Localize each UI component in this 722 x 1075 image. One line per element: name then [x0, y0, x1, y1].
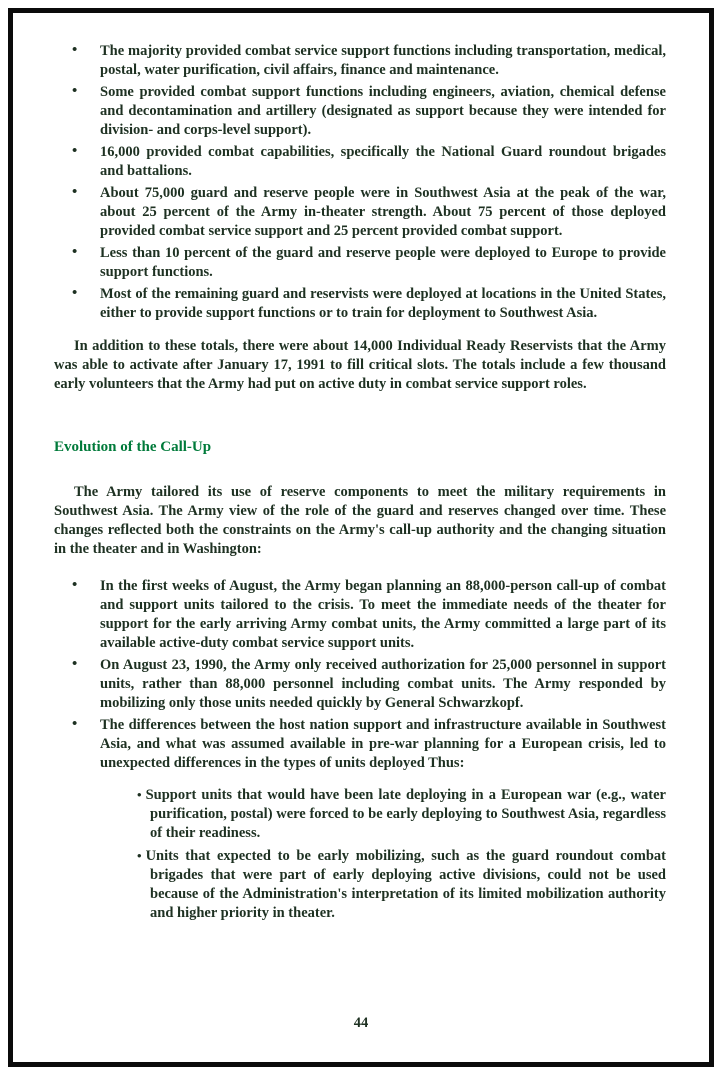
bullet-icon: •	[72, 184, 78, 200]
list-item-text: 16,000 provided combat capabilities, specifically the National Guard roundout brigades and battalions.	[100, 144, 666, 179]
list-item	[54, 83, 666, 140]
bullet-icon: •	[72, 577, 78, 593]
list-item-text: Some provided combat support functions including engineers, aviation, chemical defense and decontamination and artillery (designated as support because they were intended for division- and corps-level support).	[100, 84, 666, 138]
bullet-icon: •	[72, 83, 78, 99]
list-item-text: Units that expected to be early mobilizing, such as the guard roundout combat brigades that were part of early deploying active divisions, could not be used because of the Administration's interpretation of its limited mobilization authority and higher priority in theater.	[145, 848, 666, 921]
paragraph-evolution: The Army tailored its use of reserve components to meet the military requirements in Southwest Asia. The Army view of the role of the guard and reserves changed over time. These changes reflected both the constraints on the Army's call-up authority and the changing situation in the theater and in Washington:	[54, 484, 666, 557]
bullet-icon: •	[72, 42, 78, 58]
list-item-text: Support units that would have been late deploying in a European war (e.g., water purification, postal) were forced to be early deploying to Southwest Asia, regardless of their readiness.	[145, 787, 666, 841]
section-heading: Evolution of the Call-Up	[54, 439, 212, 455]
list-item	[54, 143, 666, 181]
list-item-text: The differences between the host nation support and infrastructure available in Southwest Asia, and what was assumed available in pre-war planning for a European crisis, led to unexpected differences in the types of units deployed Thus:	[100, 717, 666, 771]
bullet-icon: •	[72, 716, 78, 732]
list-item	[54, 577, 666, 653]
list-item	[54, 846, 666, 923]
list-item-text: The majority provided combat service support functions including transportation, medical, postal, water purification, civil affairs, finance and maintenance.	[100, 43, 666, 78]
page-content	[26, 26, 696, 1049]
list-item-text: On August 23, 1990, the Army only received authorization for 25,000 personnel in support units, rather than 88,000 personnel including combat units. The Army responded by mobilizing only those units needed quickly by General Schwarzkopf.	[100, 657, 666, 711]
list-item	[54, 42, 666, 80]
bullet-list-primary	[54, 42, 666, 323]
bullet-icon: •	[137, 848, 142, 863]
list-item	[54, 716, 666, 773]
page-number: 44	[353, 1015, 369, 1031]
list-item-text: About 75,000 guard and reserve people were in Southwest Asia at the peak of the war, about 25 percent of the Army in-theater strength. About 75 percent of those deployed provided combat service support and 25 percent provided combat support.	[100, 185, 666, 239]
list-item	[54, 285, 666, 323]
bullet-icon: •	[72, 244, 78, 260]
bullet-list-evolution	[54, 577, 666, 773]
list-item-text: Less than 10 percent of the guard and reserve people were deployed to Europe to provide support functions.	[100, 245, 666, 280]
bullet-icon: •	[72, 656, 78, 672]
bullet-icon: •	[137, 787, 142, 802]
list-item	[54, 656, 666, 713]
list-item	[54, 244, 666, 282]
list-item-text: In the first weeks of August, the Army began planning an 88,000-person call-up of combat and support units tailored to the crisis. To meet the immediate needs of the theater for support for the early arriving Army combat units, the Army committed a large part of its available active-duty combat service support units.	[100, 578, 666, 651]
bullet-icon: •	[72, 143, 78, 159]
document-page	[8, 8, 714, 1067]
list-item	[54, 785, 666, 843]
list-item	[54, 184, 666, 241]
bullet-icon: •	[72, 285, 78, 301]
bullet-list-sub	[54, 785, 666, 923]
paragraph-totals: In addition to these totals, there were about 14,000 Individual Ready Reservists that the Army was able to activate after January 17, 1991 to fill critical slots. The totals include a few thousand early volunteers that the Army had put on active duty in combat service support roles.	[54, 338, 666, 392]
list-item-text: Most of the remaining guard and reservists were deployed at locations in the United States, either to provide support functions or to train for deployment to Southwest Asia.	[100, 286, 666, 321]
